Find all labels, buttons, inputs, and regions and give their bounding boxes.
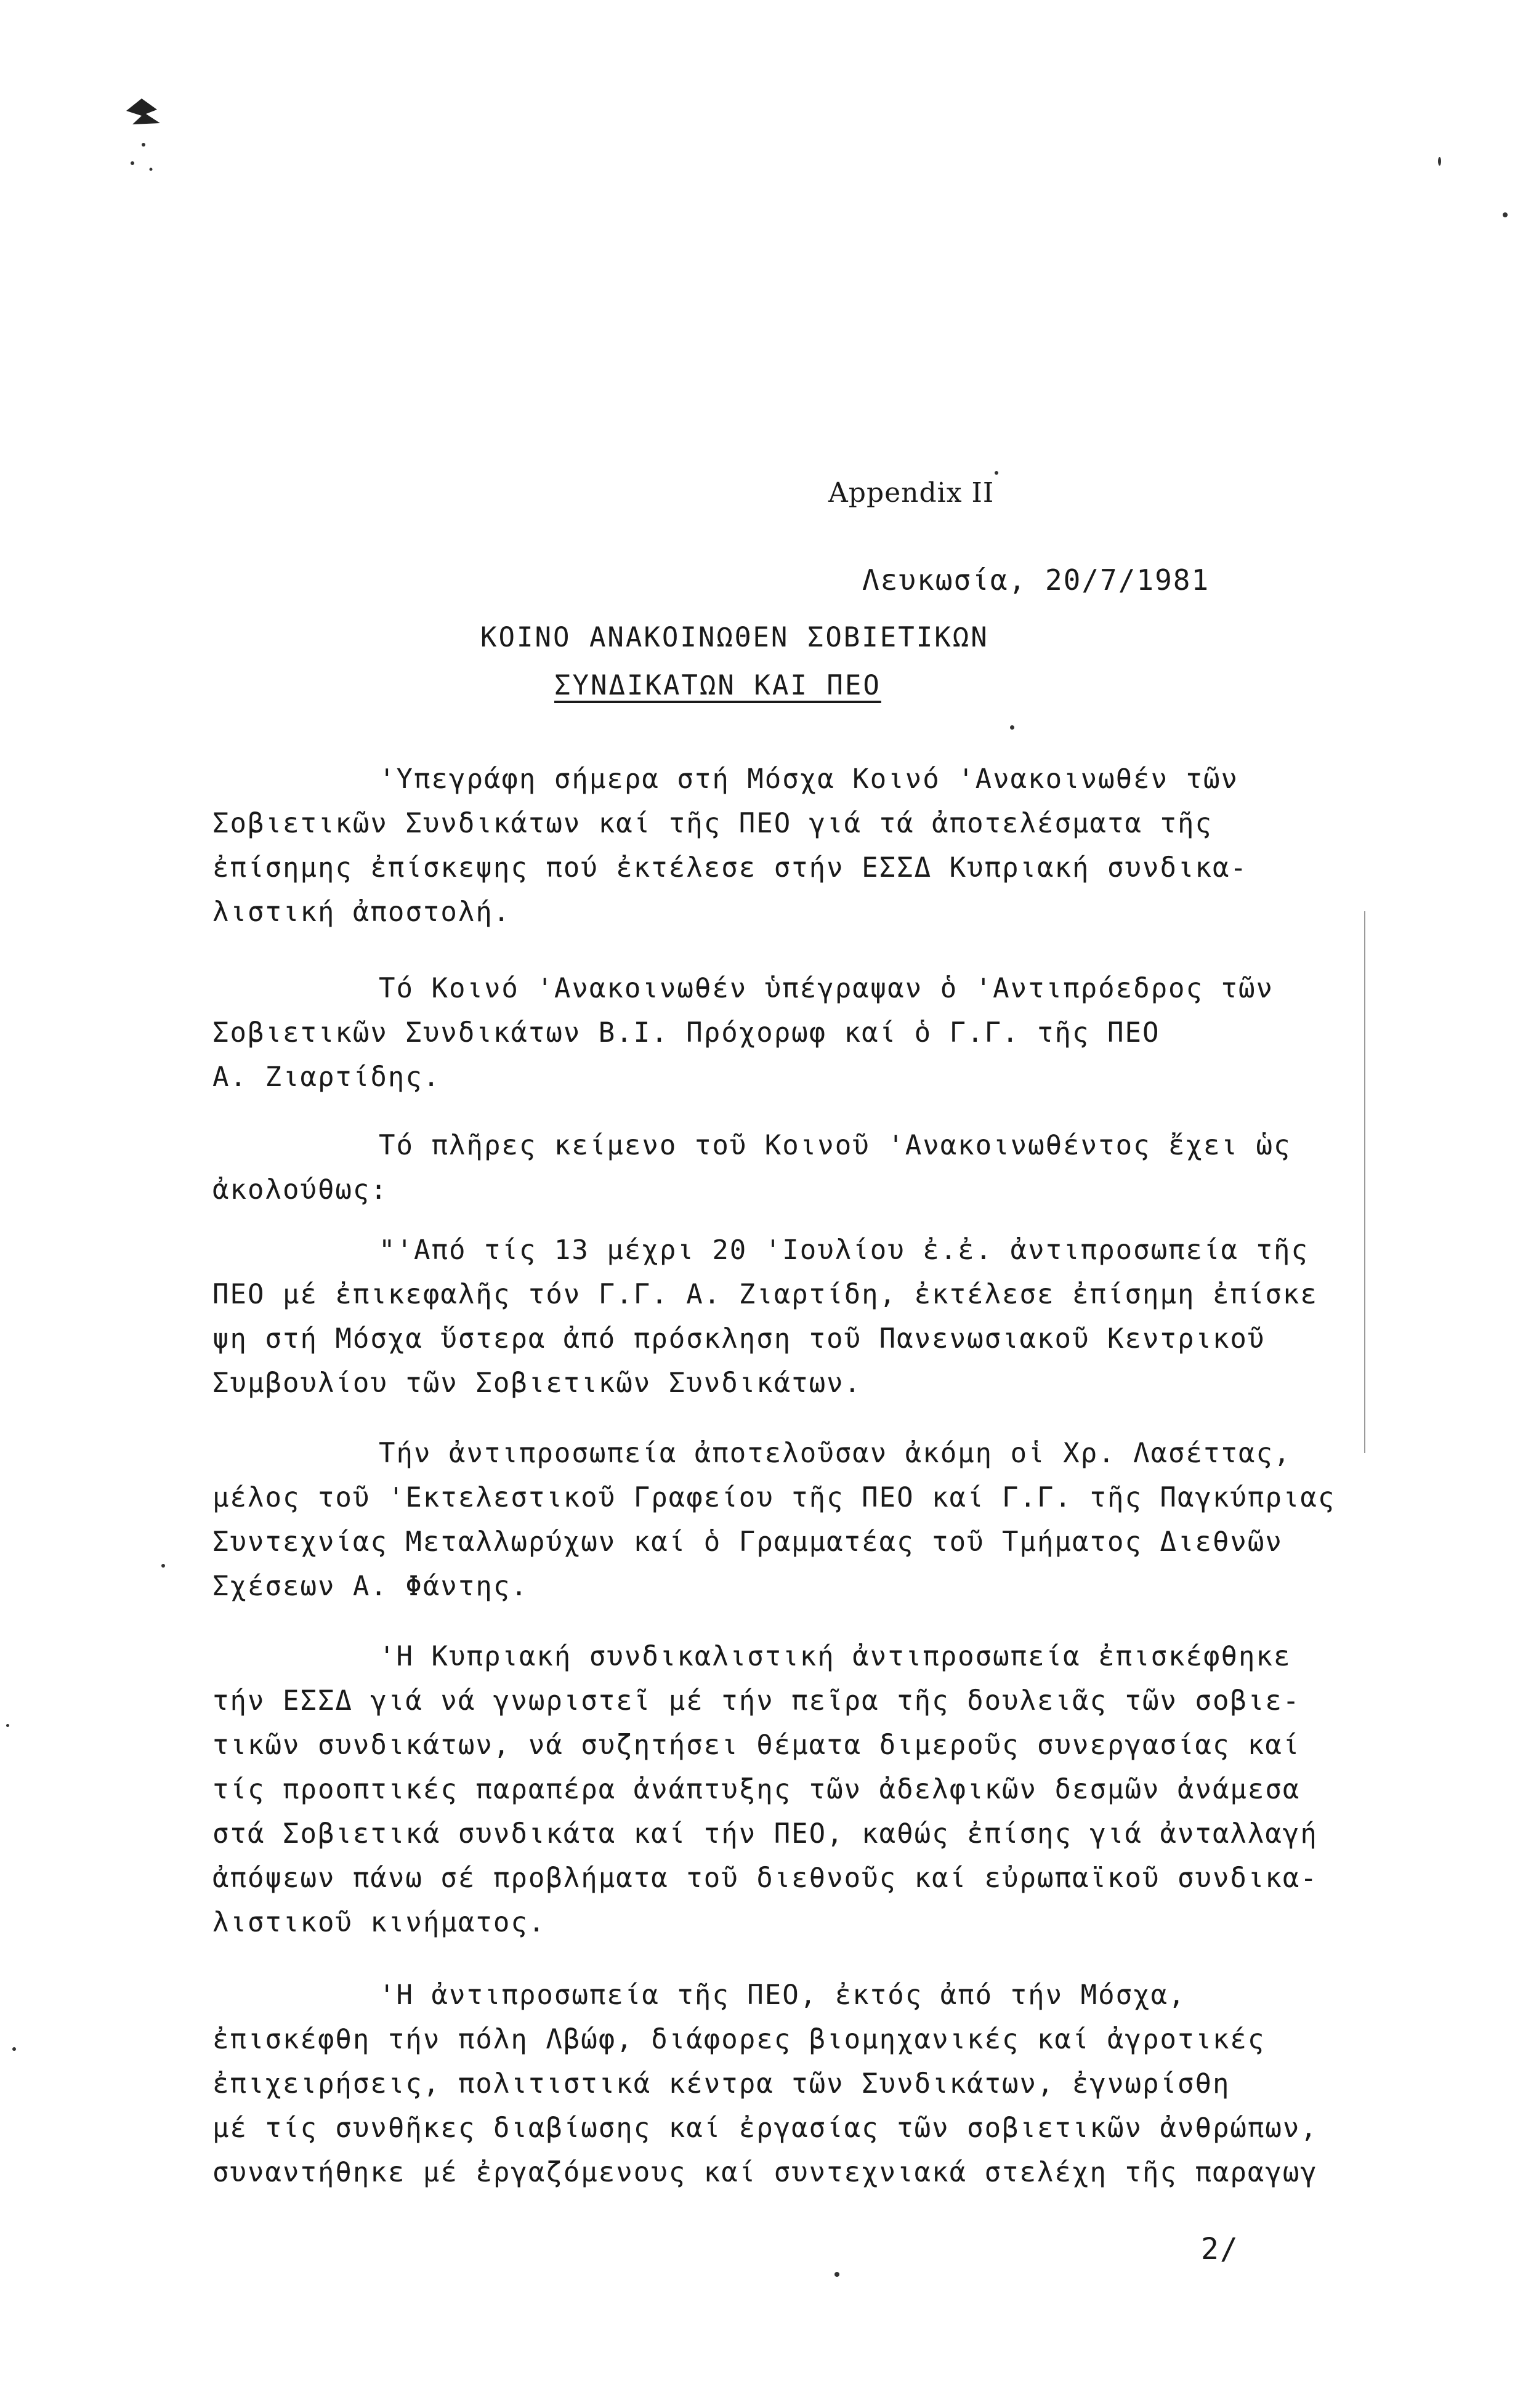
appendix-heading: Appendix II	[828, 477, 995, 509]
scan-speck	[995, 471, 998, 475]
margin-rule	[1364, 911, 1365, 1453]
scan-speck	[161, 1564, 165, 1568]
scan-speck	[1438, 157, 1441, 166]
body-line: "'Από τίς 13 μέχρι 20 'Ιουλίου ἐ.ἐ. ἀντιπροσωπεία τῆς	[379, 1234, 1309, 1266]
body-line: Σοβιετικῶν Συνδικάτων καί τῆς ΠΕΟ γιά τά ἀποτελέσματα τῆς	[212, 808, 1213, 839]
body-line: Α. Ζιαρτίδης.	[212, 1061, 441, 1093]
body-line: τικῶν συνδικάτων, νά συζητήσει θέματα διμεροῦς συνεργασίας καί	[212, 1729, 1301, 1761]
scan-speck	[6, 1724, 9, 1727]
body-line: Τό Κοινό 'Ανακοινωθέν ὑπέγραψαν ὁ 'Αντιπρόεδρος τῶν	[379, 973, 1274, 1004]
page-number: 2/	[1201, 2232, 1239, 2266]
scan-speck	[834, 2272, 839, 2277]
body-line: Συντεχνίας Μεταλλωρύχων καί ὁ Γραμματέας τοῦ Τμήματος Διεθνῶν	[212, 1526, 1283, 1558]
body-line: στά Σοβιετικά συνδικάτα καί τήν ΠΕΟ, καθώς ἐπίσης γιά ἀνταλλαγή	[212, 1818, 1318, 1850]
body-line: 'Η Κυπριακή συνδικαλιστική ἀντιπροσωπεία ἐπισκέφθηκε	[379, 1641, 1291, 1672]
scan-speck	[12, 2047, 16, 2051]
body-line: ἀκολούθως:	[212, 1174, 388, 1206]
body-line: τίς προοπτικές παραπέρα ἀνάπτυξης τῶν ἀδελφικῶν δεσμῶν ἀνάμεσα	[212, 1774, 1301, 1805]
body-line: ἐπισκέφθη τήν πόλη Λβώφ, διάφορες βιομηχανικές καί ἀγροτικές	[212, 2024, 1266, 2055]
body-line: ἐπιχειρήσεις, πολιτιστικά κέντρα τῶν Συνδικάτων, ἐγνωρίσθη	[212, 2068, 1230, 2100]
body-line: μέ τίς συνθῆκες διαβίωσης καί ἐργασίας τῶν σοβιετικῶν ἀνθρώπων,	[212, 2112, 1318, 2144]
body-line: Τό πλῆρες κείμενο τοῦ Κοινοῦ 'Ανακοινωθέντος ἔχει ὡς	[379, 1130, 1291, 1161]
body-line: Τήν ἀντιπροσωπεία ἀποτελοῦσαν ἀκόμη οἱ Χρ. Λασέττας,	[379, 1438, 1291, 1469]
body-line: λιστική ἀποστολή.	[212, 896, 511, 928]
body-line: μέλος τοῦ 'Εκτελεστικοῦ Γραφείου τῆς ΠΕΟ καί Γ.Γ. τῆς Παγκύπριας	[212, 1482, 1336, 1513]
body-line: 'Υπεγράφη σήμερα στή Μόσχα Κοινό 'Ανακοινωθέν τῶν	[379, 763, 1239, 795]
title-line-2: ΣΥΝΔΙΚΑΤΩΝ ΚΑΙ ΠΕΟ	[554, 670, 881, 701]
body-line: ψη στή Μόσχα ὕστερα ἀπό πρόσκληση τοῦ Πανενωσιακοῦ Κεντρικοῦ	[212, 1323, 1266, 1355]
body-line: Σχέσεων Α. Φάντης.	[212, 1571, 528, 1602]
scan-speck	[1010, 725, 1014, 730]
body-line: ἀπόψεων πάνω σέ προβλήματα τοῦ διεθνοῦς καί εὐρωπαϊκοῦ συνδικα-	[212, 1862, 1318, 1894]
body-line: ΠΕΟ μέ ἐπικεφαλῆς τόν Γ.Γ. Α. Ζιαρτίδη, ἐκτέλεσε ἐπίσημη ἐπίσκε	[212, 1279, 1318, 1310]
title-line-1: ΚΟΙΝΟ ΑΝΑΚΟΙΝΩΘΕΝ ΣΟΒΙΕΤΙΚΩΝ	[480, 622, 989, 653]
dateline: Λευκωσία, 20/7/1981	[862, 563, 1210, 597]
body-line: Συμβουλίου τῶν Σοβιετικῶν Συνδικάτων.	[212, 1367, 862, 1399]
body-line: τήν ΕΣΣΔ γιά νά γνωριστεῖ μέ τήν πεῖρα τῆς δουλειᾶς τῶν σοβιε-	[212, 1685, 1301, 1717]
seal-mark-icon	[108, 86, 176, 179]
scan-speck	[1503, 212, 1508, 217]
body-line: ἐπίσημης ἐπίσκεψης πού ἐκτέλεσε στήν ΕΣΣΔ Κυπριακή συνδικα-	[212, 852, 1248, 884]
body-line: συναντήθηκε μέ ἐργαζόμενους καί συντεχνιακά στελέχη τῆς παραγωγ	[212, 2157, 1318, 2188]
body-line: λιστικοῦ κινήματος.	[212, 1907, 546, 1938]
body-line: Σοβιετικῶν Συνδικάτων Β.Ι. Πρόχορωφ καί ὁ Γ.Γ. τῆς ΠΕΟ	[212, 1017, 1160, 1049]
body-line: 'Η ἀντιπροσωπεία τῆς ΠΕΟ, ἐκτός ἀπό τήν Μόσχα,	[379, 1979, 1186, 2011]
